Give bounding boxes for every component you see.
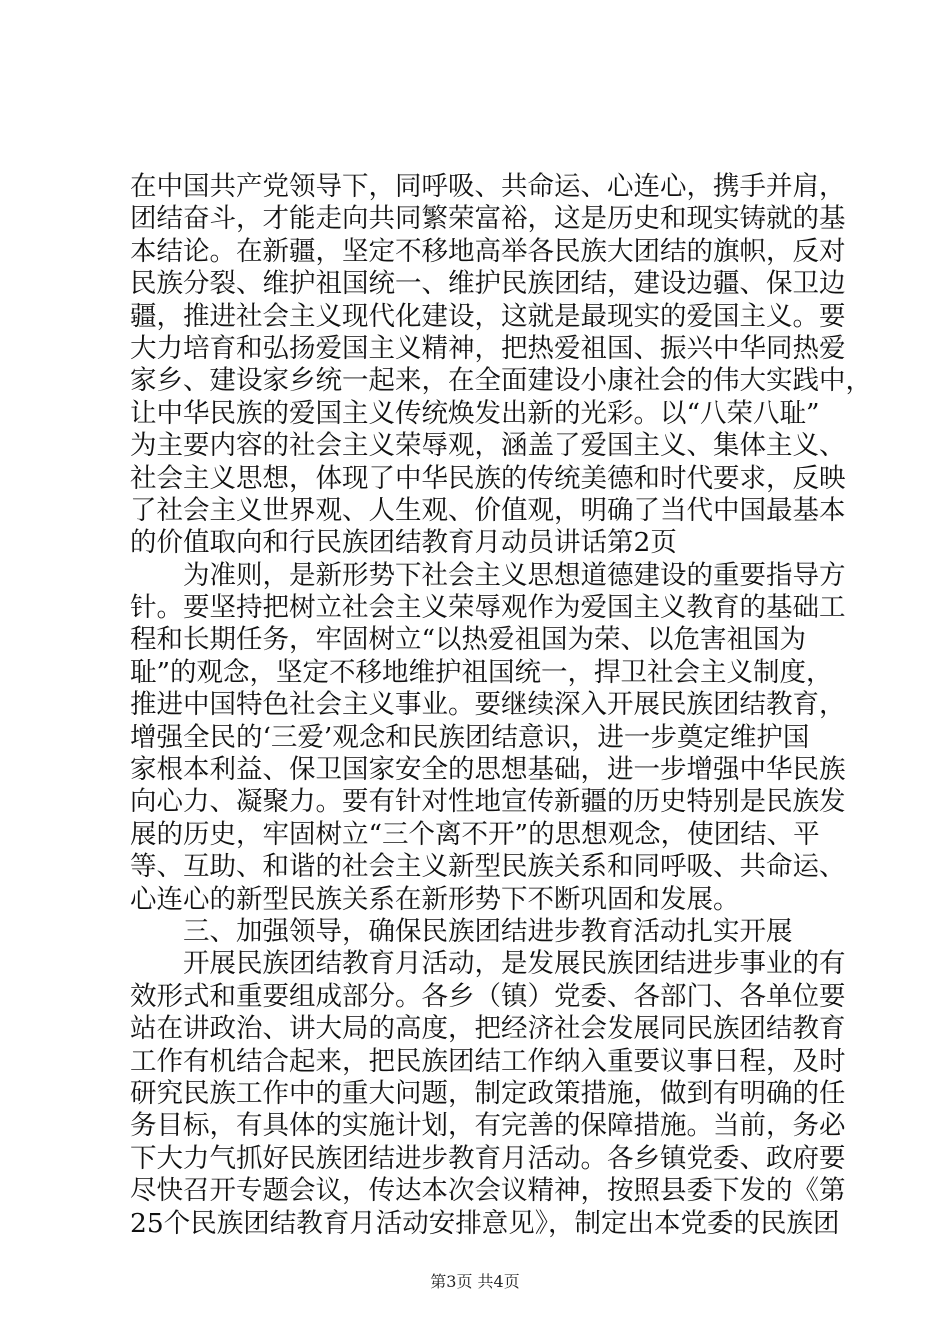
- body-text: [130, 171, 872, 1240]
- text-line: 向心力、凝聚力。要有针对性地宣传新疆的历史特别是民族发: [130, 786, 846, 818]
- text-line: 团结奋斗，才能走向共同繁荣富裕，这是历史和现实铸就的基: [130, 203, 846, 235]
- text-line: 家乡、建设家乡统一起来，在全面建设小康社会的伟大实践中，: [130, 365, 872, 397]
- text-line: 本结论。在新疆，坚定不移地高举各民族大团结的旗帜，反对: [130, 235, 846, 267]
- text-line: 为准则，是新形势下社会主义思想道德建设的重要指导方: [130, 559, 846, 591]
- text-line: 的价值取向和行民族团结教育月动员讲话第2页: [130, 527, 677, 559]
- text-line: 25个民族团结教育月活动安排意见》，制定出本党委的民族团: [130, 1207, 840, 1239]
- text-line: 民族分裂、维护祖国统一、维护民族团结，建设边疆、保卫边: [130, 268, 846, 300]
- page-footer: 第3页 共4页: [430, 1272, 520, 1291]
- text-line: 务目标，有具体的实施计划，有完善的保障措施。当前，务必: [130, 1110, 846, 1142]
- text-line: 下大力气抓好民族团结进步教育月活动。各乡镇党委、政府要: [130, 1142, 846, 1174]
- text-line: 工作有机结合起来，把民族团结工作纳入重要议事日程，及时: [130, 1045, 846, 1077]
- text-line: 在中国共产党领导下，同呼吸、共命运、心连心，携手并肩，: [130, 171, 846, 202]
- section-heading: 三、加强领导，确保民族团结进步教育活动扎实开展: [130, 915, 793, 947]
- text-line: 推进中国特色社会主义事业。要继续深入开展民族团结教育，: [130, 689, 846, 721]
- text-line: 家根本利益、保卫国家安全的思想基础，进一步增强中华民族: [130, 754, 846, 786]
- text-line: 社会主义思想，体现了中华民族的传统美德和时代要求，反映: [130, 462, 846, 494]
- text-line: 了社会主义世界观、人生观、价值观，明确了当代中国最基本: [130, 494, 846, 526]
- text-line: 心连心的新型民族关系在新形势下不断巩固和发展。: [130, 883, 740, 915]
- text-line: 疆，推进社会主义现代化建设，这就是最现实的爱国主义。要: [130, 300, 846, 332]
- text-line: 为主要内容的社会主义荣辱观，涵盖了爱国主义、集体主义、: [130, 430, 846, 462]
- text-line: 研究民族工作中的重大问题，制定政策措施，做到有明确的任: [130, 1077, 846, 1109]
- text-line: 针。要坚持把树立社会主义荣辱观作为爱国主义教育的基础工: [130, 592, 846, 624]
- text-line: 展的历史，牢固树立“三个离不开”的思想观念，使团结、平: [130, 818, 820, 850]
- text-line: 增强全民的‘三爱’观念和民族团结意识，进一步奠定维护国: [130, 721, 810, 753]
- text-line: 等、互助、和谐的社会主义新型民族关系和同呼吸、共命运、: [130, 851, 846, 883]
- text-line: 耻”的观念，坚定不移地维护祖国统一，捍卫社会主义制度，: [130, 656, 833, 688]
- text-line: 效形式和重要组成部分。各乡（镇）党委、各部门、各单位要: [130, 980, 846, 1012]
- text-line: 站在讲政治、讲大局的高度，把经济社会发展同民族团结教育: [130, 1013, 846, 1045]
- text-line: 开展民族团结教育月活动，是发展民族团结进步事业的有: [130, 948, 846, 980]
- text-line: 程和长期任务，牢固树立“以热爱祖国为荣、以危害祖国为: [130, 624, 807, 656]
- text-line: 大力培育和弘扬爱国主义精神，把热爱祖国、振兴中华同热爱: [130, 332, 846, 364]
- text-line: 让中华民族的爱国主义传统焕发出新的光彩。以“八荣八耻”: [130, 397, 820, 429]
- text-line: 尽快召开专题会议，传达本次会议精神，按照县委下发的《第: [130, 1175, 846, 1207]
